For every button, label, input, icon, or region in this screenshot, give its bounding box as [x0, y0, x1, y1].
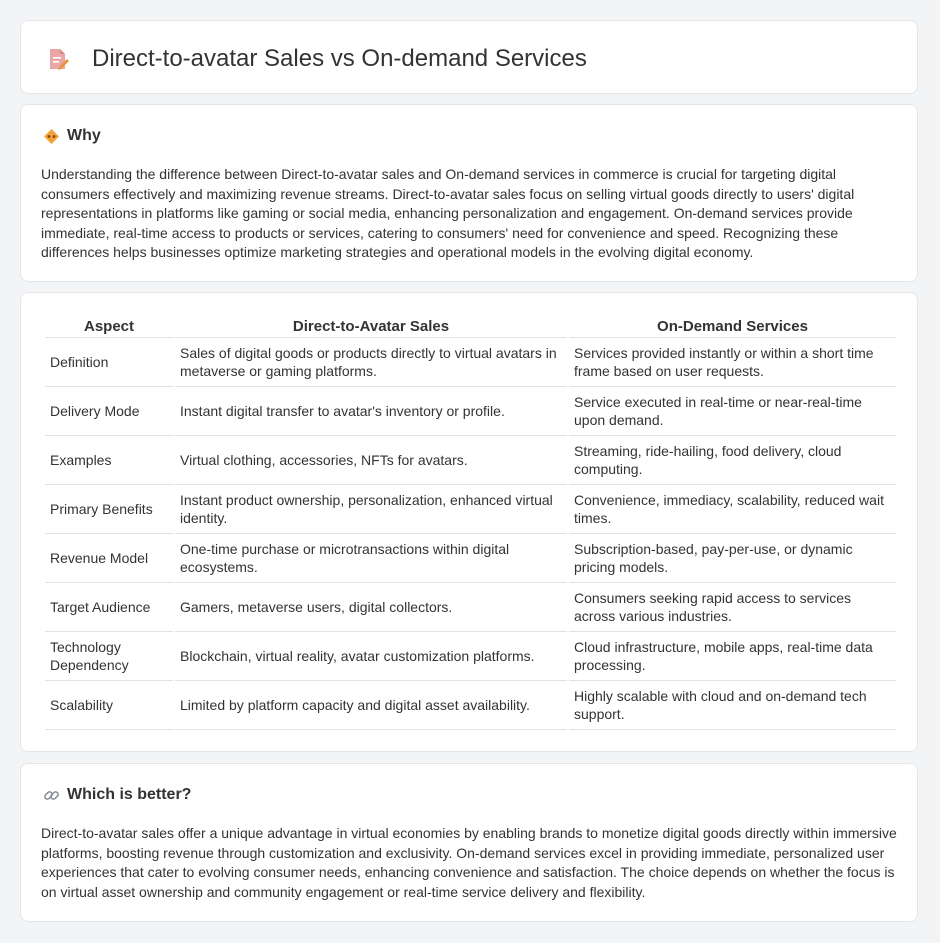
table-row: [45, 632, 896, 681]
why-section: [20, 104, 918, 282]
row-direct-to-avatar: Instant product ownership, personalization, enhanced virtual identity.: [175, 485, 567, 534]
table-header-row: [45, 315, 896, 338]
row-on-demand: Subscription-based, pay-per-use, or dynamic pricing models.: [569, 534, 896, 583]
table-row: [45, 583, 896, 632]
row-direct-to-avatar: Blockchain, virtual reality, avatar customization platforms.: [175, 632, 567, 681]
row-direct-to-avatar: Virtual clothing, accessories, NFTs for avatars.: [175, 436, 567, 485]
row-aspect: Definition: [45, 338, 173, 387]
row-on-demand: Streaming, ride-hailing, food delivery, cloud computing.: [569, 436, 896, 485]
header-card: [20, 20, 918, 94]
row-aspect: Examples: [45, 436, 173, 485]
row-on-demand: Highly scalable with cloud and on-demand tech support.: [569, 681, 896, 730]
table-row: [45, 534, 896, 583]
table-row: [45, 681, 896, 730]
link-icon: [43, 787, 60, 804]
better-text: Direct-to-avatar sales offer a unique advantage in virtual economies by enabling brands to monetize digital goods directly within immersive platforms, boosting revenue through customization and exclusivity. On-demand services excel in providing immediate, personalized user experiences that cater to evolving consumer needs, enhancing convenience and satisfaction. The choice depends on whether the focus is on virtual asset ownership and community engagement or real-time service delivery and flexibility.: [41, 825, 897, 900]
row-aspect: Primary Benefits: [45, 485, 173, 534]
header-aspect: Aspect: [45, 315, 173, 338]
row-direct-to-avatar: Instant digital transfer to avatar's inventory or profile.: [175, 387, 567, 436]
comparison-card: [20, 292, 918, 752]
row-aspect: Revenue Model: [45, 534, 173, 583]
row-aspect: Target Audience: [45, 583, 173, 632]
which-is-better-section: [20, 763, 918, 922]
why-text: Understanding the difference between Direct-to-avatar sales and On-demand services in commerce is crucial for targeting digital consumers effectively and maximizing revenue streams. Direct-to-avatar sales focus on selling virtual goods directly to users' digital representations in platforms like gaming or social media, enhancing personalization and engagement. On-demand services provide immediate, real-time access to products or services, catering to consumers' need for convenience and speed. Recognizing these differences helps businesses optimize marketing strategies and operational models in the evolving digital economy.: [41, 166, 855, 261]
document-edit-icon: [47, 47, 69, 71]
row-direct-to-avatar: Limited by platform capacity and digital asset availability.: [175, 681, 567, 730]
header-on-demand: On-Demand Services: [569, 315, 896, 338]
why-title: Why: [67, 127, 101, 144]
row-on-demand: Service executed in real-time or near-real-time upon demand.: [569, 387, 896, 436]
row-on-demand: Cloud infrastructure, mobile apps, real-time data processing.: [569, 632, 896, 681]
row-direct-to-avatar: One-time purchase or microtransactions within digital ecosystems.: [175, 534, 567, 583]
better-title: Which is better?: [67, 786, 192, 803]
row-aspect: Scalability: [45, 681, 173, 730]
row-direct-to-avatar: Gamers, metaverse users, digital collectors.: [175, 583, 567, 632]
comparison-table: [43, 315, 898, 730]
row-on-demand: Convenience, immediacy, scalability, reduced wait times.: [569, 485, 896, 534]
why-heading: [43, 127, 101, 145]
row-on-demand: Consumers seeking rapid access to services across various industries.: [569, 583, 896, 632]
table-row: [45, 485, 896, 534]
header-direct-to-avatar: Direct-to-Avatar Sales: [175, 315, 567, 338]
row-direct-to-avatar: Sales of digital goods or products directly to virtual avatars in metaverse or gaming platforms.: [175, 338, 567, 387]
row-aspect: Technology Dependency: [45, 632, 173, 681]
better-heading: [43, 786, 191, 804]
table-row: [45, 387, 896, 436]
row-on-demand: Services provided instantly or within a short time frame based on user requests.: [569, 338, 896, 387]
diamond-icon: [43, 128, 60, 145]
page-title: Direct-to-avatar Sales vs On-demand Services: [92, 45, 587, 72]
table-row: [45, 436, 896, 485]
row-aspect: Delivery Mode: [45, 387, 173, 436]
table-row: [45, 338, 896, 387]
